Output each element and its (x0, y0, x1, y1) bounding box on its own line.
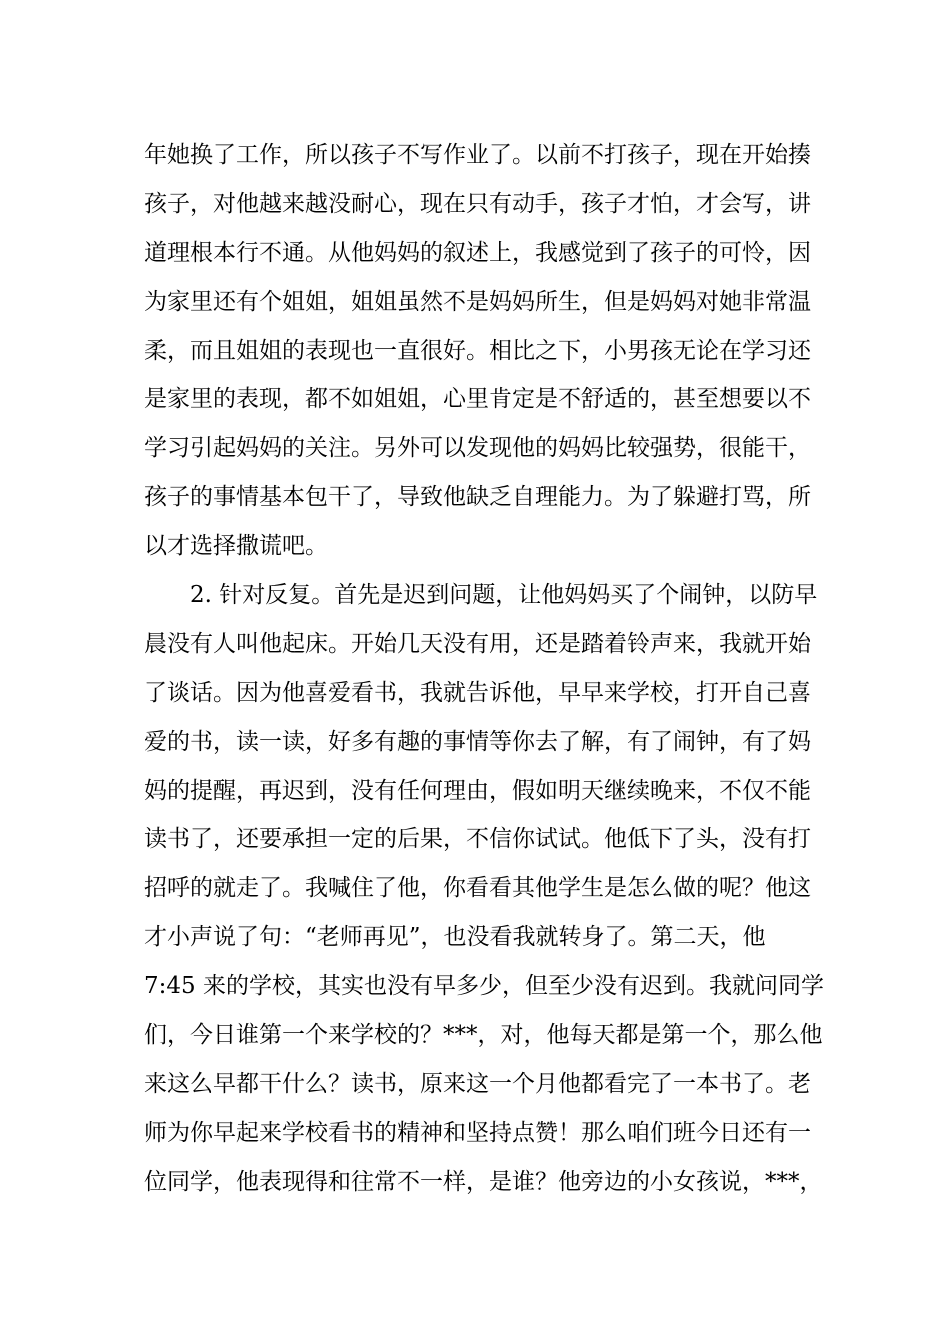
text-line: 招呼的就走了。我喊住了他，你看看其他学生是怎么做的呢？他这 (144, 875, 811, 902)
paragraph-start-line: 2. 针对反复。首先是迟到问题，让他妈妈买了个闹钟，以防早 (190, 582, 818, 609)
text-line: 了谈话。因为他喜爱看书，我就告诉他，早早来学校，打开自己喜 (144, 679, 811, 706)
text-line: 爱的书，读一读，好多有趣的事情等你去了解，有了闹钟，有了妈 (144, 728, 811, 755)
text-line: 们，今日谁第一个来学校的？***，对，他每天都是第一个，那么他 (144, 1022, 823, 1049)
text-line: 道理根本行不通。从他妈妈的叙述上，我感觉到了孩子的可怜，因 (144, 239, 811, 266)
text-line: 学习引起妈妈的关注。另外可以发现他的妈妈比较强势，很能干， (144, 435, 811, 462)
text-line: 是家里的表现，都不如姐姐，心里肯定是不舒适的，甚至想要以不 (144, 386, 811, 413)
text-line: 孩子，对他越来越没耐心，现在只有动手，孩子才怕，才会写，讲 (144, 190, 811, 217)
text-line: 读书了，还要承担一定的后果，不信你试试。他低下了头，没有打 (144, 826, 811, 853)
text-line: 师为你早起来学校看书的精神和坚持点赞！那么咱们班今日还有一 (144, 1119, 811, 1146)
text-line: 才小声说了句：“老师再见”，也没看我就转身了。第二天，他 (144, 924, 766, 951)
text-line: 为家里还有个姐姐，姐姐虽然不是妈妈所生，但是妈妈对她非常温 (144, 288, 811, 315)
body-text (144, 131, 824, 1207)
text-line: 7:45 来的学校，其实也没有早多少，但至少没有迟到。我就问同学 (144, 973, 824, 1000)
text-line: 柔，而且姐姐的表现也一直很好。相比之下，小男孩无论在学习还 (144, 337, 811, 364)
text-line: 年她换了工作，所以孩子不写作业了。以前不打孩子，现在开始揍 (144, 142, 811, 168)
text-line: 以才选择撒谎吧。 (144, 533, 328, 560)
text-line: 孩子的事情基本包干了，导致他缺乏自理能力。为了躲避打骂，所 (144, 484, 811, 511)
text-line: 来这么早都干什么？读书，原来这一个月他都看完了一本书了。老 (144, 1070, 811, 1097)
text-line: 位同学，他表现得和往常不一样，是谁？他旁边的小女孩说，***， (144, 1168, 823, 1195)
text-line: 晨没有人叫他起床。开始几天没有用，还是踏着铃声来，我就开始 (144, 630, 811, 657)
text-line: 妈的提醒，再迟到，没有任何理由，假如明天继续晚来，不仅不能 (144, 777, 811, 804)
